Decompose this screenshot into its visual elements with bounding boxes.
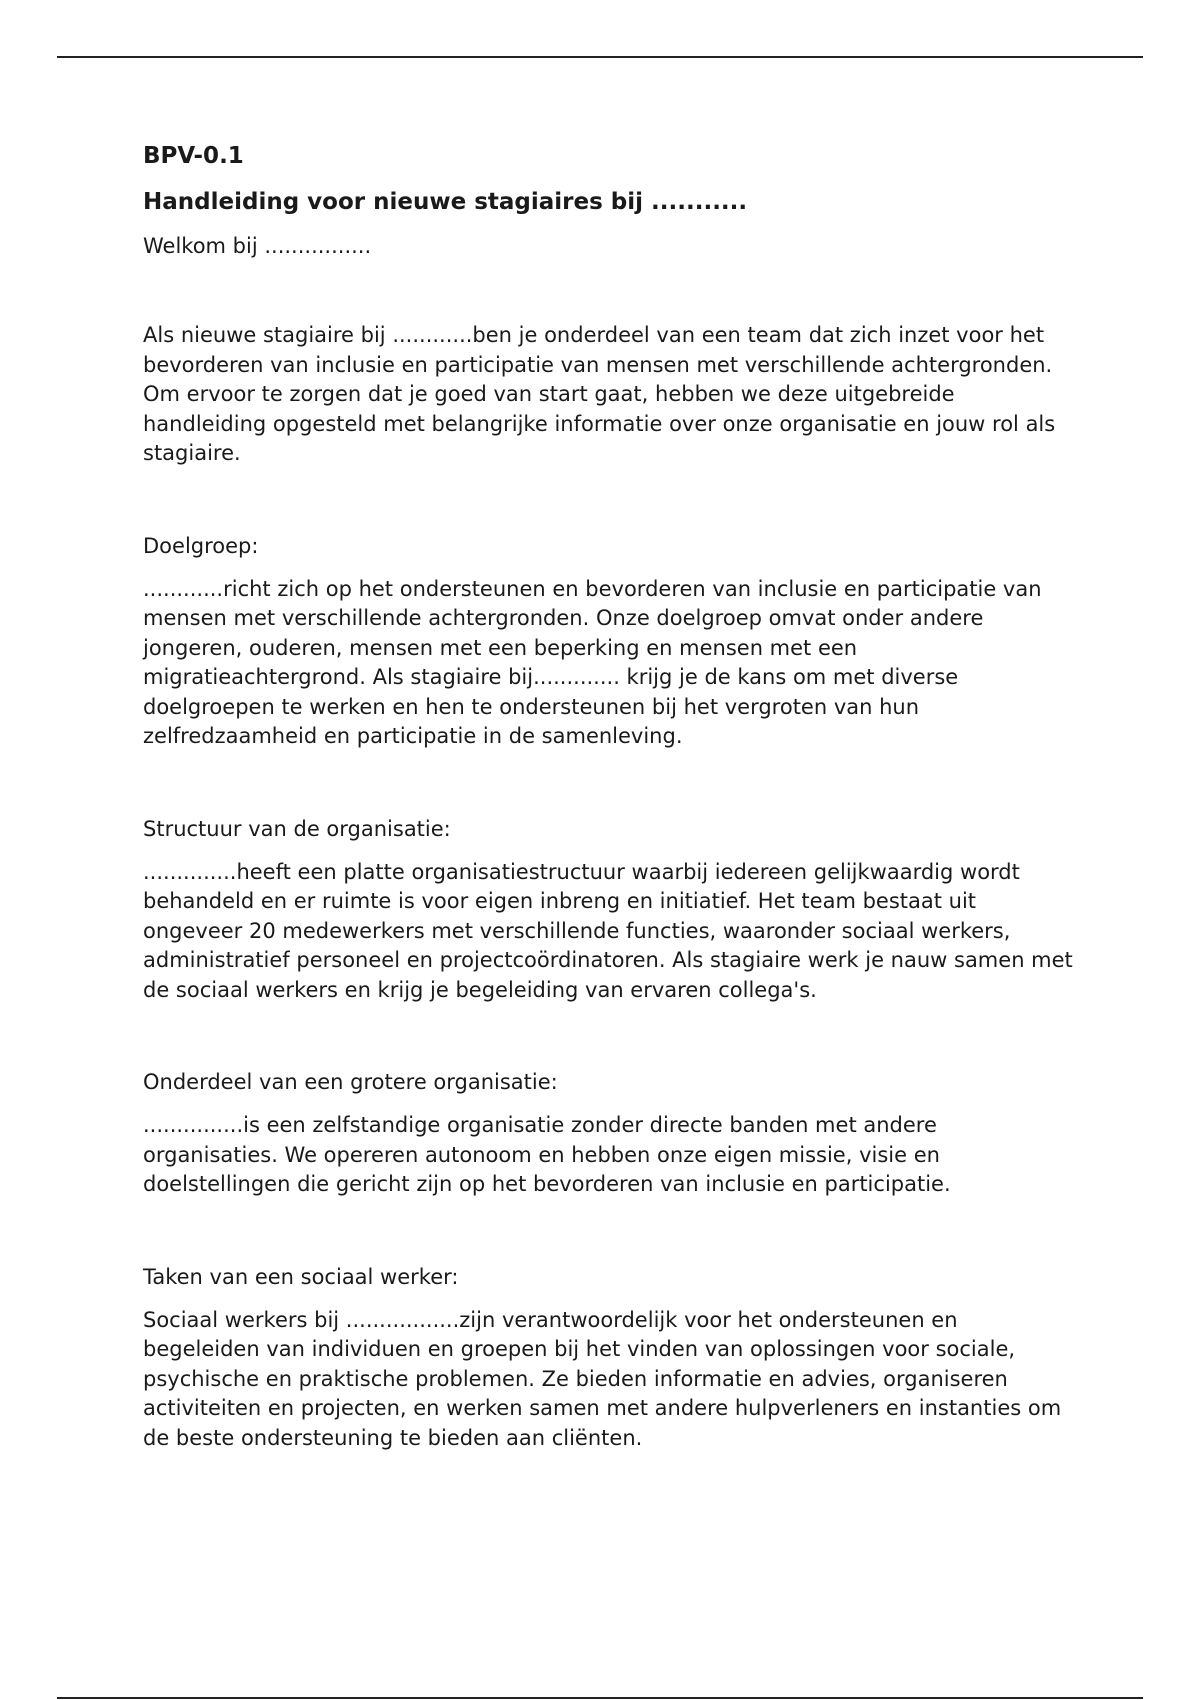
intro-paragraph: Als nieuwe stagiaire bij ............ben je onderdeel van een team dat zich inzet voor het bevorderen van inclusie en participatie van mensen met verschillende achtergronden. Om ervoor te zorgen dat je goed van start gaat, hebben we deze uitgebreide handleiding opgesteld met belangrijke informatie over onze organisatie en jouw rol als stagiaire. bbox=[143, 323, 1056, 465]
section-taken bbox=[143, 1262, 1073, 1454]
document-title: Handleiding voor nieuwe stagiaires bij ........... bbox=[143, 189, 748, 215]
footer-rule bbox=[57, 1697, 1143, 1699]
section-paragraph: ..............heeft een platte organisatiestructuur waarbij iedereen gelijkwaardig wordt behandeld en er ruimte is voor eigen inbreng en initiatief. Het team bestaat uit ongeveer 20 medewerkers met verschillende functies, waaronder sociaal werkers, administratief personeel en projectcoördinatoren. Als stagiaire werk je nauw samen met de sociaal werkers en krijg je begeleiding van ervaren collega's. bbox=[143, 859, 1073, 1002]
section-paragraph: ............richt zich op het ondersteunen en bevorderen van inclusie en participatie van mensen met verschillende achtergronden. Onze doelgroep omvat onder andere jongeren, ouderen, mensen met een beperking en mensen met een migratieachtergrond. Als stagiaire bij............. krijg je de kans om met diverse doelgroepen te werken en hen te ondersteunen bij het vergroten van hun zelfredzaamheid en participatie in de samenleving. bbox=[143, 576, 1042, 748]
section-heading: Taken van een sociaal werker: bbox=[143, 1264, 459, 1289]
section-structuur bbox=[143, 814, 1073, 1006]
section-heading: Structuur van de organisatie: bbox=[143, 816, 451, 841]
section-onderdeel bbox=[143, 1067, 1073, 1200]
document-code: BPV-0.1 bbox=[143, 143, 244, 169]
section-heading: Doelgroep: bbox=[143, 533, 259, 558]
document-body bbox=[143, 141, 1073, 1453]
section-paragraph: ...............is een zelfstandige organisatie zonder directe banden met andere organisaties. We opereren autonoom en hebben onze eigen missie, visie en doelstellingen die gericht zijn op het bevorderen van inclusie en participatie. bbox=[143, 1113, 951, 1196]
section-paragraph: Sociaal werkers bij .................zijn verantwoordelijk voor het ondersteunen en begeleiden van individuen en groepen bij het vinden van oplossingen voor sociale, psychische en praktische problemen. Ze bieden informatie en advies, organiseren activiteiten en projecten, en werken samen met andere hulpverleners en instanties om de beste ondersteuning te bieden aan cliënten. bbox=[143, 1307, 1062, 1450]
section-doelgroep bbox=[143, 531, 1073, 752]
header-rule bbox=[57, 56, 1143, 58]
section-heading: Onderdeel van een grotere organisatie: bbox=[143, 1070, 558, 1094]
welcome-line: Welkom bij ................ bbox=[143, 234, 372, 258]
